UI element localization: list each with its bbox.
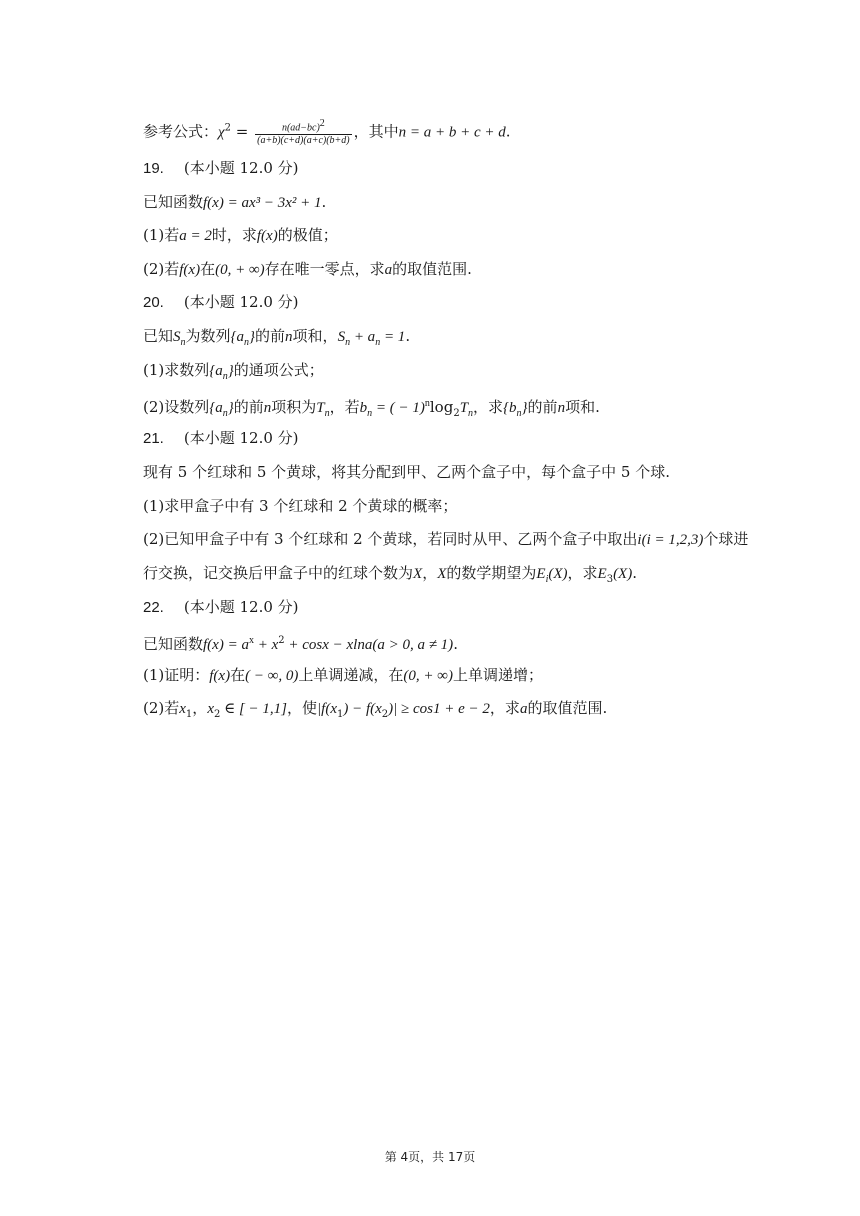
question-20-part-2: (2)设数列$\{a_n\}$的前n项积为$T_n$，若$b_n$ = ( − $1)^n\log_2T_n$，求$\{b_n\}$的前n项和.	[143, 398, 600, 419]
question-20-stem: 已知$S_n$为数列$\{a_n\}$的前n项和，$S_n + a_n = 1$.	[143, 327, 411, 348]
question-21-part-1: (1)求甲盒子中有 3 个红球和 2 个黄球的概率；	[143, 497, 458, 515]
question-19-header: 19. (本小题 12.0 分)	[143, 159, 299, 177]
question-22-part-2: (2)若$x_1$，$x_2$ ∈ [ − 1,1]，使$|f(x_1) - f(x_2)| \ge \cos 1 + e - 2$，求a的取值范围.	[143, 699, 608, 720]
question-20-part-1: (1)求数列$\{a_n\}$的通项公式；	[143, 361, 324, 382]
page-footer: 第 4页，共 17页	[384, 1150, 476, 1164]
question-21-part-2-line-1: (2)已知甲盒子中有 3 个红球和 2 个黄球，若同时从甲、乙两个盒子中取出i(i = 1,2,3)个球进	[143, 530, 749, 548]
question-19-part-1: (1)若a = 2时，求f(x)的极值；	[143, 226, 338, 244]
formula-fraction: $\frac{n(ad-bc)2}{(a+b)(c+d)(a+c)(b+d)}$	[257, 118, 350, 147]
question-20-header: 20. (本小题 12.0 分)	[143, 293, 299, 311]
question-21-part-2-line-2: 行交换，记交换后甲盒子中的红球个数为X，X的数学期望为$E_i(X)$，求$E_3(X)$.	[143, 564, 637, 585]
question-21-stem: 现有 5 个红球和 5 个黄球，将其分配到甲、乙两个盒子中，每个盒子中 5 个球.	[143, 463, 671, 481]
question-22-header: 22. (本小题 12.0 分)	[143, 598, 299, 616]
question-21-header: 21. (本小题 12.0 分)	[143, 429, 299, 447]
formula-label: 参考公式：	[143, 122, 219, 141]
question-19-part-2: (2)若f(x)在(0, + ∞)存在唯一零点，求a的取值范围.	[143, 260, 472, 278]
question-19-stem: 已知函数f(x) = ax³ − 3x² + 1.	[143, 193, 327, 211]
reference-formula: 参考公式：$\chi^2$ = $\frac{n(ad-bc)2}{(a+b)(c+d)(a+c)(b+d)}$ ，其中n = a + b + c + d.	[143, 118, 511, 147]
question-22-part-1: (1)证明：f(x)在( − ∞, 0)上单调递减，在(0, + ∞)上单调递增；	[143, 666, 543, 684]
question-22-stem: 已知函数$f(x) = a^x + x^2 + \cos x - xlna(a > 0$, a ≠ 1).	[143, 635, 458, 653]
